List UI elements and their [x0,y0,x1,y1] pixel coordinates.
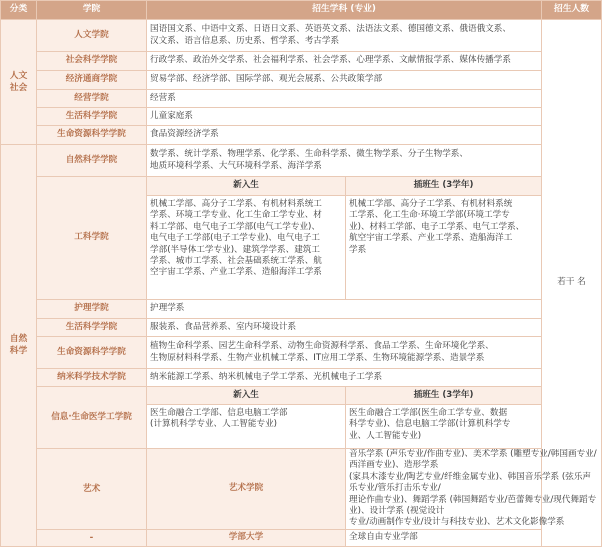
table-row [1,449,602,530]
majors-cell: 行政学系、政治外交学系、社会福利学系、社会学系、心理学系、文献情报学系、媒体传播学系 [147,52,542,71]
college-cell: 学部大学 [147,529,346,546]
majors-cell: 植物生命科学系、园艺生命科学系、动物生命资源科学系、食品工学系、生命环境化学系、 生物原材料科学系、生物产业机械工学系、IT应用工学系、生物环境能源学系、造景学系 [147,337,542,369]
table-row [1,369,602,387]
table-row [1,108,602,126]
table-row [1,20,602,52]
college-cell: 护理学院 [37,300,147,319]
college-cell: 生活科学学院 [37,108,147,126]
majors-cell: 音乐学系 (声乐专业/作曲专业)、美术学系 (雕塑专业/韩国画专业/西洋画专业)、造形学系 (家具木漆专业/陶艺专业/纤维金属专业)、韩国音乐学系 (弦乐声乐专业/管乐打击乐专业/ 理论作曲专业)、舞蹈学系 (韩国舞蹈专业/芭蕾舞专业/现代舞蹈专业)、设计学系 (视觉设计 专业/动画制作专业/设计与科技专业)、艺术文化影像学系 [346,449,602,530]
college-cell: 纳米科学技术学院 [37,369,147,387]
college-cell: 自然科学学院 [37,145,147,177]
transfer-student-majors: 医生命融合工学部(医生命工学专业、数据 科学专业)、信息电脑工学部(计算机科学专 业、人工智能专业) [346,405,542,449]
table-row [1,90,602,108]
college-cell: 生命资源科学学院 [37,337,147,369]
college-cell: 生命资源科学学院 [37,126,147,145]
table-row [1,177,602,196]
majors-cell: 儿童家庭系 [147,108,542,126]
new-student-majors: 医生命融合工学部、信息电脑工学部 (计算机科学专业、人工智能专业) [147,405,346,449]
table-row [1,529,602,546]
header-category: 分类 [1,1,37,20]
college-cell: 艺术学院 [147,449,346,530]
table-row [1,337,602,369]
college-cell: 工科学院 [37,177,147,300]
table-row [1,319,602,337]
majors-cell: 数学系、统计学系、物理学系、化学系、生命科学系、微生物学系、分子生物学系、 地质环境科学系、大气环境科学系、海洋学系 [147,145,542,177]
table-row [1,71,602,90]
majors-cell: 纳米能源工学系、纳米机械电子学工学系、光机械电子工学系 [147,369,542,387]
majors-cell: 国语国文系、中语中文系、日语日文系、英语英文系、法语法文系、德国德文系、俄语俄文系、 汉文系、语言信息系、历史系、哲学系、考古学系 [147,20,542,52]
majors-cell: 服装系、食品营养系、室内环境设计系 [147,319,542,337]
header-majors: 招生学科 (专业) [147,1,542,20]
new-student-label: 新入生 [147,387,346,405]
college-cell: 经营学院 [37,90,147,108]
header-quota: 招生人数 [542,1,602,20]
college-cell: 生活科学学院 [37,319,147,337]
category-cell: 人文 社会 [1,20,37,145]
majors-cell: 贸易学部、经济学部、国际学部、观光会展系、公共政策学部 [147,71,542,90]
majors-cell: 食品资源经济学系 [147,126,542,145]
majors-cell: 经营系 [147,90,542,108]
college-cell: 社会科学学院 [37,52,147,71]
transfer-student-label: 插班生 (3学年) [346,177,542,196]
college-cell: 人文学院 [37,20,147,52]
table-row [1,145,602,177]
table-row [1,387,602,405]
category-cell: 艺术 [37,449,147,530]
majors-cell: 全球自由专业学部 [346,529,602,546]
category-cell: - [37,529,147,546]
new-student-majors: 机械工学部、高分子工学系、有机材料系统工 学系、环境工学专业、化工生命工学专业、材 料工学部、电气电子工学部(电气工学专业)、 电气电子工学部(电子工学专业)、电气电子工 学部(半导体工学专业)、建筑学学系、建筑工 学系、城市工学系、社会基础系统工学系、航 空宇宙工学系、产业工学系、造船海洋工学系 [147,196,346,300]
table-row [1,126,602,145]
table-header-row [1,1,602,20]
table-row [1,300,602,319]
table-row [1,52,602,71]
new-student-label: 新入生 [147,177,346,196]
majors-cell: 护理学系 [147,300,542,319]
header-college: 学院 [37,1,147,20]
transfer-student-label: 插班生 (3学年) [346,387,542,405]
quota-cell: 若干 名 [542,20,602,547]
college-cell: 经济通商学院 [37,71,147,90]
transfer-student-majors: 机械工学部、高分子工学系、有机材料系统 工学系、化工生命·环境工学部(环境工学专 业)、材料工学部、电子工学系、电气工学系、 航空宇宙工学系、产业工学系、造船海洋工 学系 [346,196,542,300]
category-cell: 自然 科学 [1,145,37,547]
college-cell: 信息·生命医学工学院 [37,387,147,449]
